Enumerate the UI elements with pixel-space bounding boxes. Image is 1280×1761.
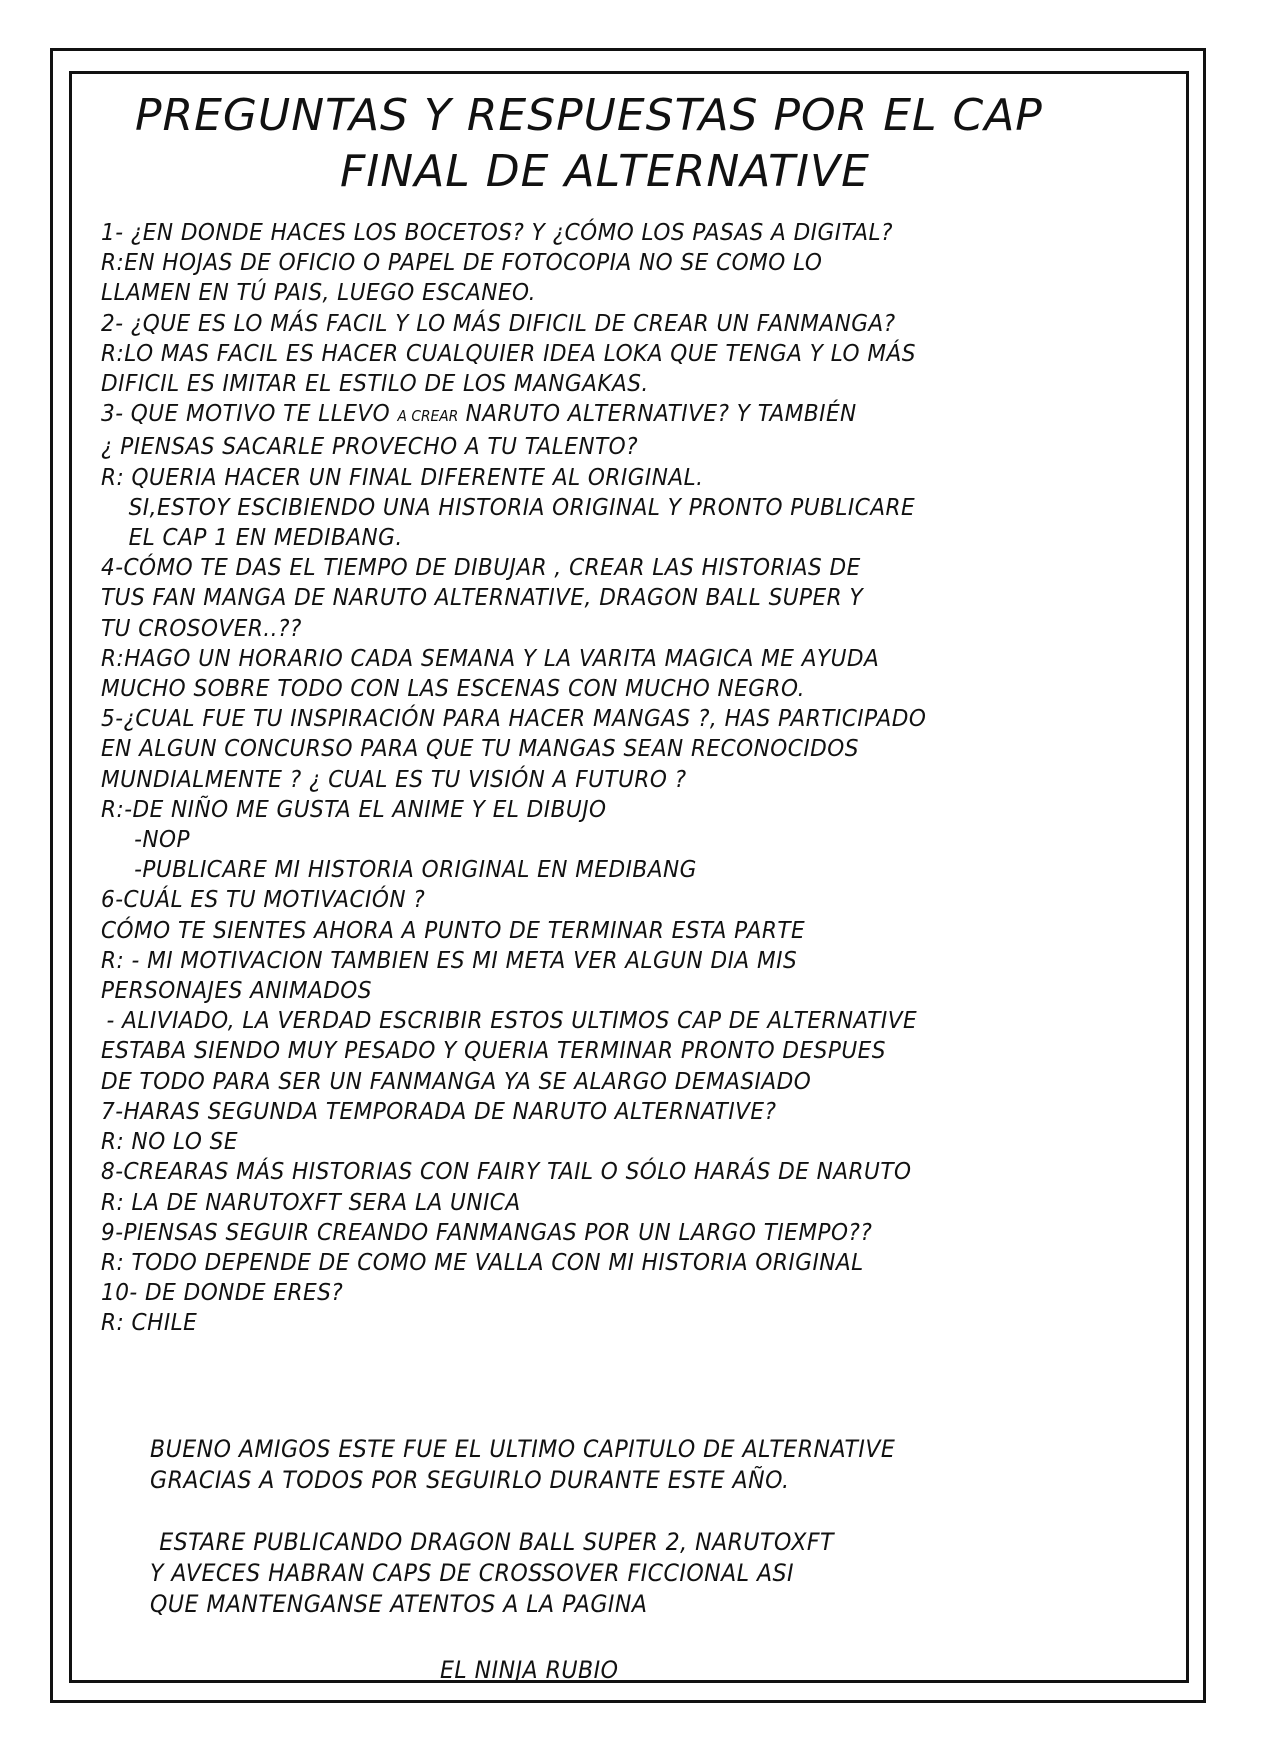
qa-line: R:LO MAS FACIL ES HACER CUALQUIER IDEA LOKA QUE TENGA Y LO MÁS [101,338,916,367]
title-line-2: FINAL DE ALTERNATIVE [340,146,870,197]
qa-line: MUCHO SOBRE TODO CON LAS ESCENAS CON MUCHO NEGRO. [101,674,805,703]
qa-line: 5-¿CUAL FUE TU INSPIRACIÓN PARA HACER MANGAS ?, HAS PARTICIPADO [101,704,927,733]
qa-line: 1- ¿EN DONDE HACES LOS BOCETOS? Y ¿CÓMO LOS PASAS A DIGITAL? [101,218,893,246]
qa-line: DE TODO PARA SER UN FANMANGA YA SE ALARGO DEMASIADO [101,1066,812,1095]
closing-line: QUE MANTENGANSE ATENTOS A LA PAGINA [150,1590,648,1618]
qa-line: 2- ¿QUE ES LO MÁS FACIL Y LO MÁS DIFICIL DE CREAR UN FANMANGA? [101,308,896,337]
qa-line: ¿ PIENSAS SACARLE PROVECHO A TU TALENTO? [101,432,639,461]
qa-line: R:-DE NIÑO ME GUSTA EL ANIME Y EL DIBUJO [101,794,607,823]
qa-line: 4-CÓMO TE DAS EL TIEMPO DE DIBUJAR , CREAR LAS HISTORIAS DE [101,553,861,582]
closing-line: ESTARE PUBLICANDO DRAGON BALL SUPER 2, NARUTOXFT [159,1528,834,1556]
qa-line: R: QUERIA HACER UN FINAL DIFERENTE AL ORIGINAL. [101,462,704,491]
qa-line: 7-HARAS SEGUNDA TEMPORADA DE NARUTO ALTERNATIVE? [101,1096,777,1125]
qa-line: EL CAP 1 EN MEDIBANG. [128,523,403,552]
qa-line: R:EN HOJAS DE OFICIO O PAPEL DE FOTOCOPIA NO SE COMO LO [101,248,823,277]
qa-line: -PUBLICARE MI HISTORIA ORIGINAL EN MEDIBANG [134,855,697,884]
qa-line: TU CROSOVER..?? [101,613,302,642]
qa-line: 10- DE DONDE ERES? [101,1278,344,1307]
closing-line: GRACIAS A TODOS POR SEGUIRLO DURANTE ESTE AÑO. [150,1466,790,1494]
qa-line: R: LA DE NARUTOXFT SERA LA UNICA [101,1187,521,1216]
qa-line: R: CHILE [101,1308,198,1337]
qa-line: R: - MI MOTIVACION TAMBIEN ES MI META VER ALGUN DIA MIS [101,945,798,974]
qa-line: R: TODO DEPENDE DE COMO ME VALLA CON MI HISTORIA ORIGINAL [101,1247,864,1276]
qa-line-small-text: A CREAR [397,407,459,426]
qa-line: CÓMO TE SIENTES AHORA A PUNTO DE TERMINAR ESTA PARTE [101,915,806,944]
qa-line: -NOP [134,825,190,854]
qa-line: 8-CREARAS MÁS HISTORIAS CON FAIRY TAIL O SÓLO HARÁS DE NARUTO [101,1157,912,1186]
qa-line: - ALIVIADO, LA VERDAD ESCRIBIR ESTOS ULTIMOS CAP DE ALTERNATIVE [106,1006,918,1035]
qa-line: SI,ESTOY ESCIBIENDO UNA HISTORIA ORIGINAL Y PRONTO PUBLICARE [128,492,916,521]
qa-line [101,398,1090,431]
title-line-1: PREGUNTAS Y RESPUESTAS POR EL CAP [135,90,1043,141]
qa-section [101,217,1176,1338]
qa-line: LLAMEN EN TÚ PAIS, LUEGO ESCANEO. [101,278,536,307]
qa-line: TUS FAN MANGA DE NARUTO ALTERNATIVE, DRAGON BALL SUPER Y [101,583,864,612]
closing-message [150,1434,1100,1620]
qa-line: 6-CUÁL ES TU MOTIVACIÓN ? [101,885,426,914]
qa-line-part: 3- QUE MOTIVO TE LLEVO [101,399,398,428]
closing-line: Y AVECES HABRAN CAPS DE CROSSOVER FICCIONAL ASI [150,1559,794,1587]
qa-line-part: NARUTO ALTERNATIVE? Y TAMBIÉN [458,399,857,428]
qa-line: PERSONAJES ANIMADOS [101,976,372,1005]
qa-line: R:HAGO UN HORARIO CADA SEMANA Y LA VARITA MAGICA ME AYUDA [101,643,880,672]
qa-line: DIFICIL ES IMITAR EL ESTILO DE LOS MANGAKAS. [101,369,649,398]
qa-line: EN ALGUN CONCURSO PARA QUE TU MANGAS SEAN RECONOCIDOS [101,734,859,763]
qa-line: 9-PIENSAS SEGUIR CREANDO FANMANGAS POR UN LARGO TIEMPO?? [101,1217,873,1246]
author-signature: EL NINJA RUBIO [440,1656,619,1684]
qa-line: ESTABA SIENDO MUY PESADO Y QUERIA TERMINAR PRONTO DESPUES [101,1036,886,1065]
qa-line: MUNDIALMENTE ? ¿ CUAL ES TU VISIÓN A FUTURO ? [101,764,687,793]
page-title [125,88,1185,200]
qa-line: R: NO LO SE [101,1127,238,1156]
closing-line: BUENO AMIGOS ESTE FUE EL ULTIMO CAPITULO DE ALTERNATIVE [150,1435,896,1463]
paragraph-gap [150,1496,1100,1527]
